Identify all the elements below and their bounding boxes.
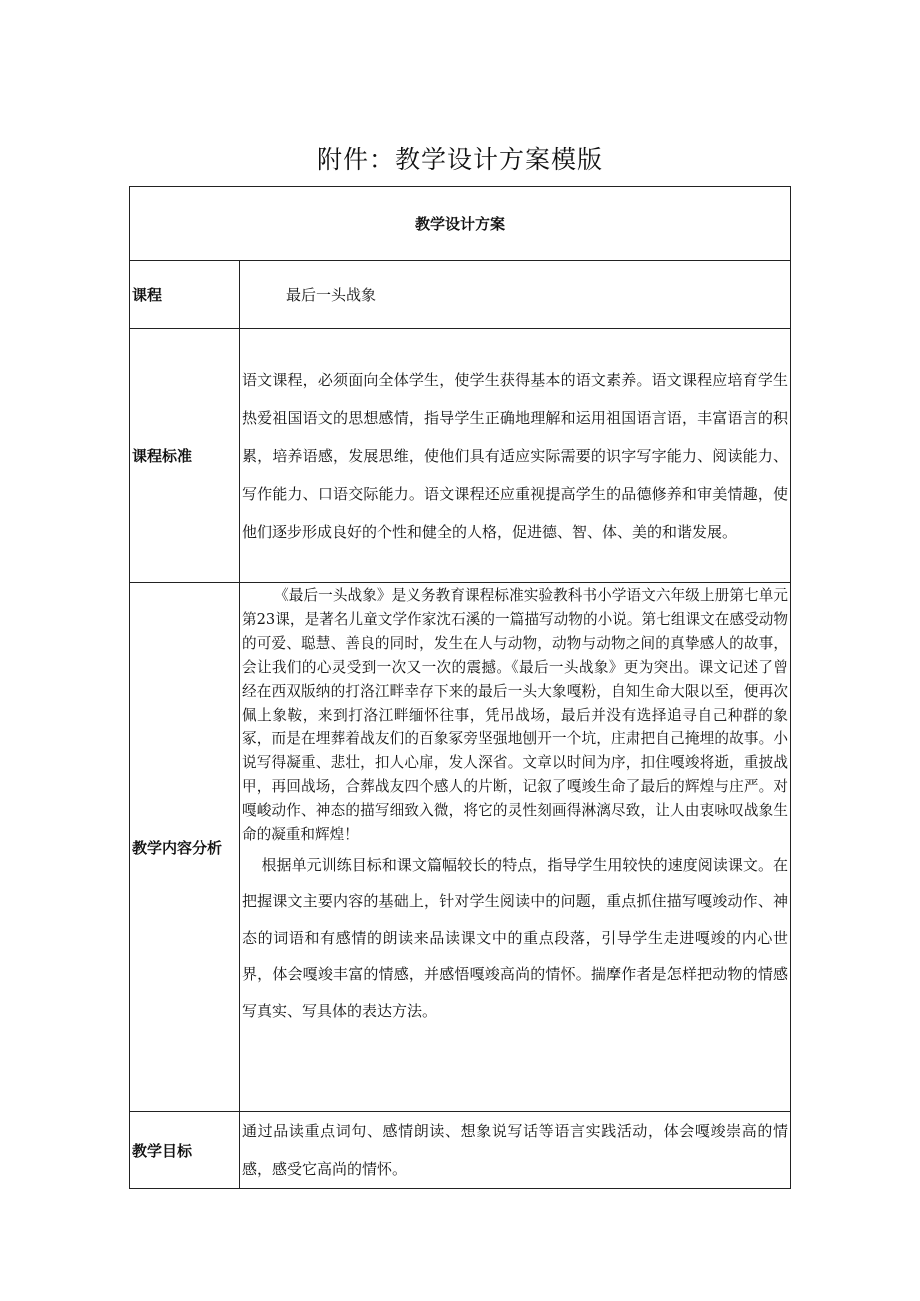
course-row [130, 261, 791, 329]
header-row [130, 187, 791, 261]
course-value: 最后一头战象 [240, 261, 791, 329]
table-header: 教学设计方案 [130, 187, 791, 261]
objective-text: 通过品读重点词句、感情朗读、想象说写话等语言实践活动，体会嘎竣崇高的情感，感受它高尚的情怀。 [240, 1112, 791, 1189]
analysis-label: 教学内容分析 [130, 583, 240, 1112]
course-label: 课程 [130, 261, 240, 329]
analysis-row [130, 583, 791, 1112]
analysis-paragraph-2: 根据单元训练目标和课文篇幅较长的特点，指导学生用较快的速度阅读课文。在把握课文主要内容的基础上，针对学生阅读中的问题，重点抓住描写嘎竣动作、神态的词语和有感情的朗读来品读课文中的重点段落，引导学生走进嘎竣的内心世界，体会嘎竣丰富的情感，并感悟嘎竣高尚的情怀。揣摩作者是怎样把动物的情感写真实、写具体的表达方法。 [242, 855, 788, 1020]
standard-row [130, 329, 791, 583]
analysis-cell [240, 583, 791, 1112]
document-title: 附件：教学设计方案模版 [316, 145, 603, 174]
teaching-plan-table [129, 186, 791, 1189]
objective-label: 教学目标 [130, 1112, 240, 1189]
objective-row [130, 1112, 791, 1189]
standard-text: 语文课程，必须面向全体学生，使学生获得基本的语文素养。语文课程应培育学生热爱祖国语文的思想感情，指导学生正确地理解和运用祖国语言语，丰富语言的积累，培养语感，发展思维，使他们具有适应实际需要的识字写字能力、阅读能力、写作能力、口语交际能力。语文课程还应重视提高学生的品德修养和审美情趣，使他们逐步形成良好的个性和健全的人格，促进德、智、体、美的和谐发展。 [240, 329, 791, 583]
standard-label: 课程标准 [130, 329, 240, 583]
analysis-paragraph-1: 《最后一头战象》是义务教育课程标准实验教科书小学语文六年级上册第七单元第23课，是著名儿童文学作家沈石溪的一篇描写动物的小说。第七组课文在感受动物的可爱、聪慧、善良的同时，发生在人与动物，动物与动物之间的真挚感人的故事，会让我们的心灵受到一次又一次的震撼。《最后一头战象》更为突出。课文记述了曾经在西双版纳的打洛江畔幸存下来的最后一头大象嘎粉，自知生命大限以至，便再次佩上象鞍，来到打洛江畔缅怀往事，凭吊战场，最后并没有选择追寻自己种群的象冢，而是在埋葬着战友们的百象冢旁坚强地刨开一个坑，庄肃把自己掩埋的故事。小说写得凝重、悲壮，扣人心扉，发人深省。文章以时间为序，扣住嘎竣将逝，重披战甲，再回战场，合葬战友四个感人的片断，记叙了嘎竣生命了最后的辉煌与庄严。对嘎峻动作、神态的描写细致入微，将它的灵性刻画得淋漓尽致，让人由衷咏叹战象生命的凝重和辉煌！ [242, 587, 788, 844]
